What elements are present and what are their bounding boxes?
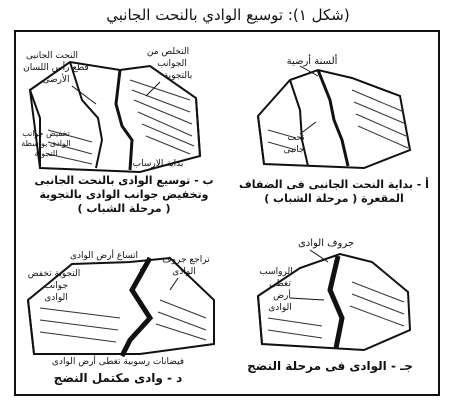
panel-b-label-sides-3: بالتجوية: [163, 71, 193, 81]
panel-b-label-sides-1: التخلص من: [146, 47, 190, 57]
panel-b-label-lowering-1: تخفيض جوانب: [22, 129, 70, 138]
panel-d-label-weathering-3: الوادى: [44, 293, 68, 303]
panel-b-label-lowering-2: الوادى بواسطة: [21, 139, 71, 148]
panel-c-label-banks: جروف الوادى: [297, 238, 355, 249]
panel-c-label-deposits-4: الوادى: [268, 303, 292, 313]
panel-c-label-deposits-1: الرواسب: [259, 267, 293, 277]
panel-b-caption-1: ب - توسيع الوادى بالنحت الجانبى: [34, 174, 214, 187]
panel-a-block: [258, 70, 410, 168]
panel-b-caption-3: ( مرحلة الشباب ): [77, 202, 171, 215]
panel-a-label-tongue: ألسنة أرضية: [286, 56, 338, 67]
panel-b-label-lowering-3: التجوية: [34, 149, 58, 158]
panel-b-label-lateral-cut-3: الأرضى: [42, 75, 70, 85]
panel-a-label-lateral: نحت: [287, 133, 305, 143]
panel-d-caption: د - وادى مكتمل النضج: [53, 371, 183, 385]
panel-c-label-deposits-3: أرض: [273, 291, 291, 301]
panel-a-caption-1: أ - بداية النحت الجانبى فى الضفاف: [239, 178, 429, 191]
panel-b-label-lateral-cut-2: قطع رأس اللسان: [23, 63, 89, 73]
panel-d-label-floor-widen: اتساع أرض الوادى: [69, 251, 139, 261]
panel-a-caption-2: المقعرة ( مرحلة الشباب ): [264, 192, 404, 205]
panel-d-label-weathering-2: جوانب: [43, 281, 69, 291]
panel-b-label-deposition: بداية الارساب: [132, 159, 184, 169]
panel-b-caption-2: وتخفيض جوانب الوادى بالتجوية: [39, 188, 209, 201]
panel-b-label-lateral-cut-1: النحت الجانبى: [26, 51, 78, 61]
panel-d-label-retreat-1: تراجع جروف: [162, 255, 210, 265]
panel-d-label-deposits: فيضانات رسوبية تغطى أرض الوادى: [51, 357, 185, 367]
panel-c-caption: جـ - الوادى فى مرحلة النضج: [247, 359, 413, 373]
panel-d-label-retreat-2: الوادى: [172, 267, 196, 277]
figure-title: (شكل ١): توسيع الوادي بالنحت الجانبي: [106, 6, 350, 24]
panel-a-label-lateral-2: جانبى: [283, 145, 305, 155]
panel-c-label-deposits-2: تغطى: [269, 279, 291, 289]
panel-d-label-weathering-1: التجوية تخفض: [27, 269, 81, 279]
panel-b-label-sides-2: الجوانب: [157, 59, 187, 69]
